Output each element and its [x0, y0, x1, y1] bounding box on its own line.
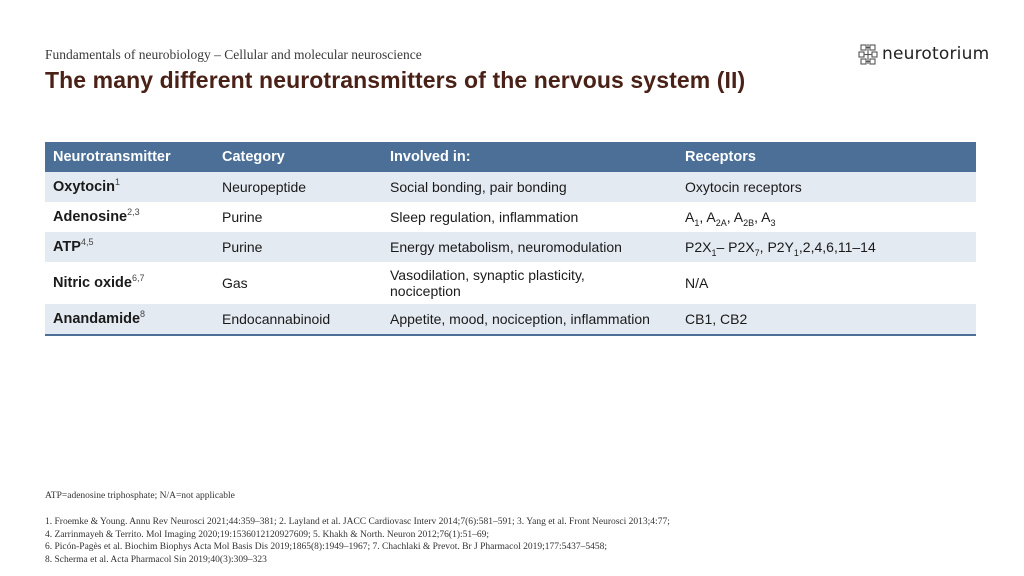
slide-title: The many different neurotransmitters of the nervous system (II)	[45, 67, 746, 93]
table-row	[45, 232, 976, 262]
category-cell: Purine	[214, 202, 382, 232]
column-header-category: Category	[214, 142, 382, 172]
involved-cell: Vasodilation, synaptic plasticity, nociception	[382, 262, 677, 304]
brain-network-icon	[858, 43, 878, 65]
category-cell: Endocannabinoid	[214, 304, 382, 335]
category-cell: Purine	[214, 232, 382, 262]
reference-line: 8. Scherma et al. Acta Pharmacol Sin 2019;40(3):309–323	[45, 554, 267, 565]
neurotransmitter-name: Anandamide$^8$	[45, 304, 214, 335]
logo-text: neurotorium	[882, 44, 990, 64]
course-subtitle: Fundamentals of neurobiology – Cellular and molecular neuroscience	[45, 47, 422, 62]
neurotransmitter-table	[45, 142, 976, 336]
neurotorium-logo	[858, 43, 989, 65]
neurotransmitter-name: ATP$^{4,5}$	[45, 232, 214, 262]
reference-marker: 6,7	[131, 273, 145, 284]
references-list	[45, 516, 670, 566]
reference-line: 4. Zarrinmayeh & Territo. Mol Imaging 2020;19:1536012120927609; 5. Khakh & North. Neuron 2012;76(1):51–69;	[45, 529, 490, 540]
involved-cell: Appetite, mood, nociception, inflammation	[382, 304, 677, 335]
table-row	[45, 262, 976, 304]
receptors-cell: $A_1$, $A_{2A}$, $A_{2B}$, $A_3$	[677, 202, 976, 232]
reference-marker: 8	[140, 309, 146, 320]
receptors-cell: N/A	[677, 262, 976, 304]
involved-cell: Social bonding, pair bonding	[382, 172, 677, 202]
receptors-cell: CB1, CB2	[677, 304, 976, 335]
table-header-row	[45, 142, 976, 172]
receptors-cell: $P2X_1-$ $P2X_7$, $P2Y_1,2,4,6,11-14$	[677, 232, 976, 262]
column-header-neurotransmitter: Neurotransmitter	[45, 142, 214, 172]
column-header-receptors: Receptors	[677, 142, 976, 172]
category-cell: Neuropeptide	[214, 172, 382, 202]
column-header-involved-in: Involved in:	[382, 142, 677, 172]
reference-line: 6. Picón-Pagès et al. Biochim Biophys Acta Mol Basis Dis 2019;1865(8):1949–1967; 7. Chachlaki & Prevot. Br J Pharmacol 2019;177:5437–5458;	[45, 542, 608, 552]
table-row	[45, 202, 976, 232]
involved-cell: Energy metabolism, neuromodulation	[382, 232, 677, 262]
neurotransmitter-name: Adenosine$^{2,3}$	[45, 202, 214, 232]
reference-marker: 4,5	[80, 237, 94, 248]
category-cell: Gas	[214, 262, 382, 304]
reference-marker: 2,3	[127, 207, 140, 218]
neurotransmitter-name: Oxytocin$^1$	[45, 172, 214, 202]
receptors-cell: Oxytocin receptors	[677, 172, 976, 202]
involved-cell: Sleep regulation, inflammation	[382, 202, 677, 232]
table-row	[45, 172, 976, 202]
reference-line: 1. Froemke & Young. Annu Rev Neurosci 2021;44:359–381; 2. Layland et al. JACC Cardiovasc Interv 2014;7(6):581–591; 3. Yang et al. Front Neurosci 2013;4:77;	[45, 517, 670, 527]
abbreviations-note: ATP=adenosine triphosphate; N/A=not applicable	[45, 491, 235, 501]
neurotransmitter-name: Nitric oxide$^{6,7}$	[45, 262, 214, 304]
table-row	[45, 304, 976, 335]
reference-marker: 1	[115, 177, 121, 188]
